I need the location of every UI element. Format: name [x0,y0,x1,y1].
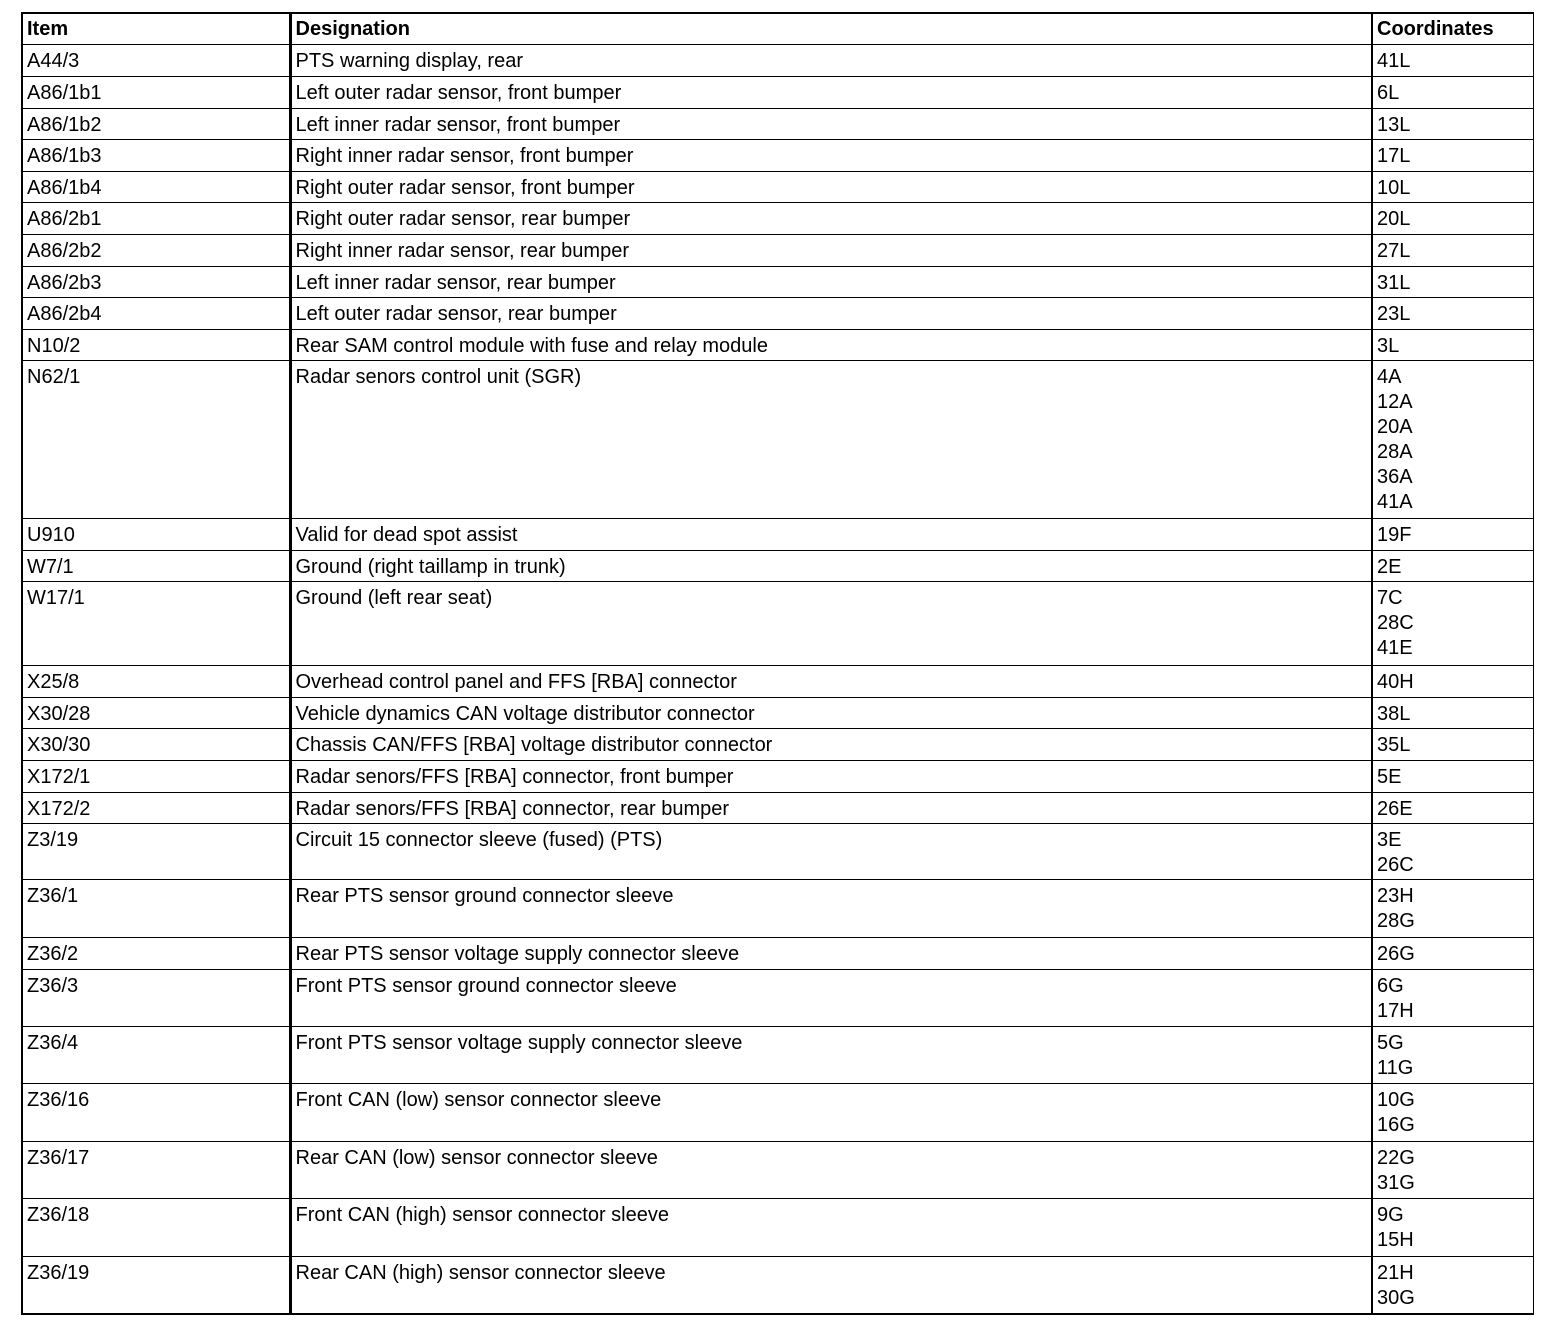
table-row [22,666,1533,698]
table-row [22,203,1533,235]
table-row [22,235,1533,267]
coordinates-cell [1372,361,1533,519]
item-cell: X25/8 [22,666,290,698]
item-cell: Z36/4 [22,1027,290,1084]
designation-cell: Overhead control panel and FFS [RBA] connector [290,666,1372,698]
table-row [22,793,1533,824]
coordinate-value: 26G [1377,943,1415,965]
coordinates-cell [1372,519,1533,551]
coordinates-cell [1372,77,1533,109]
coordinate-value: 35L [1377,734,1411,756]
coordinates-column-header: Coordinates [1372,13,1533,45]
coordinate-value: 16G [1377,1114,1415,1136]
coordinate-value: 36A [1377,466,1413,488]
coordinate-value: 41A [1377,491,1413,513]
item-cell: X172/1 [22,761,290,793]
designation-cell: Rear PTS sensor voltage supply connector sleeve [290,938,1372,970]
item-cell: A86/2b3 [22,267,290,298]
table-row [22,519,1533,551]
coordinate-value: 3E [1377,829,1402,851]
designation-cell: Rear CAN (high) sensor connector sleeve [290,1257,1372,1314]
designation-cell: Radar senors control unit (SGR) [290,361,1372,519]
item-cell: A86/2b2 [22,235,290,267]
designation-cell: Radar senors/FFS [RBA] connector, front bumper [290,761,1372,793]
coordinate-value: 30G [1377,1287,1415,1309]
table-row [22,267,1533,298]
item-cell: A86/1b2 [22,109,290,140]
coordinates-cell [1372,582,1533,666]
designation-cell: Right outer radar sensor, front bumper [290,172,1372,203]
item-cell: X30/30 [22,729,290,761]
item-cell: Z36/1 [22,880,290,938]
coordinate-value: 9G [1377,1204,1404,1226]
coordinates-cell [1372,1084,1533,1142]
coordinates-cell [1372,551,1533,582]
designation-cell: Front CAN (low) sensor connector sleeve [290,1084,1372,1142]
table-row [22,298,1533,330]
item-cell: A86/2b1 [22,203,290,235]
table-row [22,140,1533,172]
item-cell: Z36/3 [22,970,290,1027]
item-cell: X30/28 [22,698,290,729]
item-cell: U910 [22,519,290,551]
designation-cell: Rear SAM control module with fuse and relay module [290,330,1372,361]
item-cell: Z36/2 [22,938,290,970]
coordinates-cell [1372,45,1533,77]
item-cell: W7/1 [22,551,290,582]
coordinate-value: 13L [1377,114,1411,136]
designation-cell: Front PTS sensor ground connector sleeve [290,970,1372,1027]
item-cell: A86/1b3 [22,140,290,172]
item-cell: A44/3 [22,45,290,77]
coordinate-value: 5E [1377,766,1402,788]
item-cell: Z36/19 [22,1257,290,1314]
item-cell: Z3/19 [22,824,290,880]
coordinate-value: 41L [1377,50,1411,72]
table-body [22,45,1533,1314]
coordinates-cell [1372,1257,1533,1314]
coordinates-cell [1372,793,1533,824]
coordinate-value: 6G [1377,975,1404,997]
coordinate-value: 38L [1377,703,1411,725]
coordinate-value: 20L [1377,208,1411,230]
coordinates-cell [1372,666,1533,698]
table-row [22,1084,1533,1142]
coordinate-value: 28C [1377,612,1414,634]
coordinate-value: 2E [1377,556,1402,578]
coordinate-value: 31L [1377,272,1411,294]
coordinate-value: 27L [1377,240,1411,262]
table-row [22,1142,1533,1199]
coordinate-value: 11G [1377,1057,1414,1079]
designation-cell: Front PTS sensor voltage supply connector sleeve [290,1027,1372,1084]
coordinate-value: 22G [1377,1147,1415,1169]
table-row [22,970,1533,1027]
designation-column-header: Designation [290,13,1372,45]
item-cell: W17/1 [22,582,290,666]
coordinates-cell [1372,938,1533,970]
table-row [22,938,1533,970]
designation-cell: PTS warning display, rear [290,45,1372,77]
header-row [22,13,1533,45]
table-row [22,761,1533,793]
designation-cell: Left outer radar sensor, front bumper [290,77,1372,109]
item-cell: X172/2 [22,793,290,824]
coordinates-cell [1372,109,1533,140]
designation-cell: Rear CAN (low) sensor connector sleeve [290,1142,1372,1199]
table-row [22,330,1533,361]
designation-cell: Ground (left rear seat) [290,582,1372,666]
table-row [22,45,1533,77]
coordinate-value: 17L [1377,145,1411,167]
coordinates-cell [1372,880,1533,938]
item-cell: N10/2 [22,330,290,361]
designation-cell: Radar senors/FFS [RBA] connector, rear bumper [290,793,1372,824]
coordinate-value: 31G [1377,1172,1415,1194]
coordinate-value: 10G [1377,1089,1415,1111]
table-row [22,172,1533,203]
coordinates-cell [1372,698,1533,729]
item-cell: Z36/18 [22,1199,290,1257]
table-row [22,1257,1533,1314]
item-cell: A86/1b4 [22,172,290,203]
coordinates-cell [1372,140,1533,172]
coordinate-value: 23L [1377,303,1411,325]
coordinates-cell [1372,330,1533,361]
table-row [22,361,1533,519]
designation-cell: Front CAN (high) sensor connector sleeve [290,1199,1372,1257]
designation-cell: Rear PTS sensor ground connector sleeve [290,880,1372,938]
coordinate-value: 12A [1377,391,1413,413]
coordinates-cell [1372,1142,1533,1199]
coordinates-cell [1372,729,1533,761]
designation-cell: Circuit 15 connector sleeve (fused) (PTS) [290,824,1372,880]
coordinate-value: 23H [1377,885,1414,907]
item-column-header: Item [22,13,290,45]
table-row [22,551,1533,582]
coordinate-value: 28A [1377,441,1413,463]
coordinate-value: 10L [1377,177,1411,199]
coordinates-cell [1372,970,1533,1027]
coordinate-value: 3L [1377,335,1400,357]
coordinate-value: 6L [1377,82,1400,104]
coordinate-value: 26E [1377,798,1413,820]
table-row [22,582,1533,666]
coordinates-cell [1372,298,1533,330]
table-row [22,109,1533,140]
coordinates-cell [1372,267,1533,298]
designation-cell: Left inner radar sensor, front bumper [290,109,1372,140]
coordinate-value: 4A [1377,366,1402,388]
designation-cell: Left inner radar sensor, rear bumper [290,267,1372,298]
coordinates-cell [1372,235,1533,267]
item-cell: Z36/16 [22,1084,290,1142]
table-row [22,824,1533,880]
table-row [22,77,1533,109]
coordinate-value: 17H [1377,1000,1414,1022]
coordinates-cell [1372,203,1533,235]
coordinate-value: 41E [1377,637,1413,659]
designation-cell: Vehicle dynamics CAN voltage distributor connector [290,698,1372,729]
designation-cell: Chassis CAN/FFS [RBA] voltage distributor connector [290,729,1372,761]
designation-cell: Right inner radar sensor, front bumper [290,140,1372,172]
designation-cell: Ground (right taillamp in trunk) [290,551,1372,582]
coordinates-cell [1372,1027,1533,1084]
designation-cell: Right inner radar sensor, rear bumper [290,235,1372,267]
table-row [22,698,1533,729]
coordinates-cell [1372,1199,1533,1257]
coordinates-cell [1372,824,1533,880]
coordinate-value: 21H [1377,1262,1414,1284]
coordinate-value: 7C [1377,587,1403,609]
item-cell: A86/1b1 [22,77,290,109]
coordinates-cell [1372,172,1533,203]
coordinate-value: 28G [1377,910,1415,932]
table-row [22,880,1533,938]
table-row [22,1027,1533,1084]
designation-cell: Right outer radar sensor, rear bumper [290,203,1372,235]
item-cell: Z36/17 [22,1142,290,1199]
table-row [22,729,1533,761]
table-row [22,1199,1533,1257]
item-cell: N62/1 [22,361,290,519]
coordinate-value: 20A [1377,416,1413,438]
coordinate-value: 5G [1377,1032,1404,1054]
designation-cell: Valid for dead spot assist [290,519,1372,551]
component-legend-table [21,12,1534,1315]
designation-cell: Left outer radar sensor, rear bumper [290,298,1372,330]
coordinate-value: 26C [1377,854,1414,876]
coordinate-value: 40H [1377,671,1414,693]
coordinate-value: 19F [1377,524,1412,546]
coordinates-cell [1372,761,1533,793]
coordinate-value: 15H [1377,1229,1414,1251]
item-cell: A86/2b4 [22,298,290,330]
